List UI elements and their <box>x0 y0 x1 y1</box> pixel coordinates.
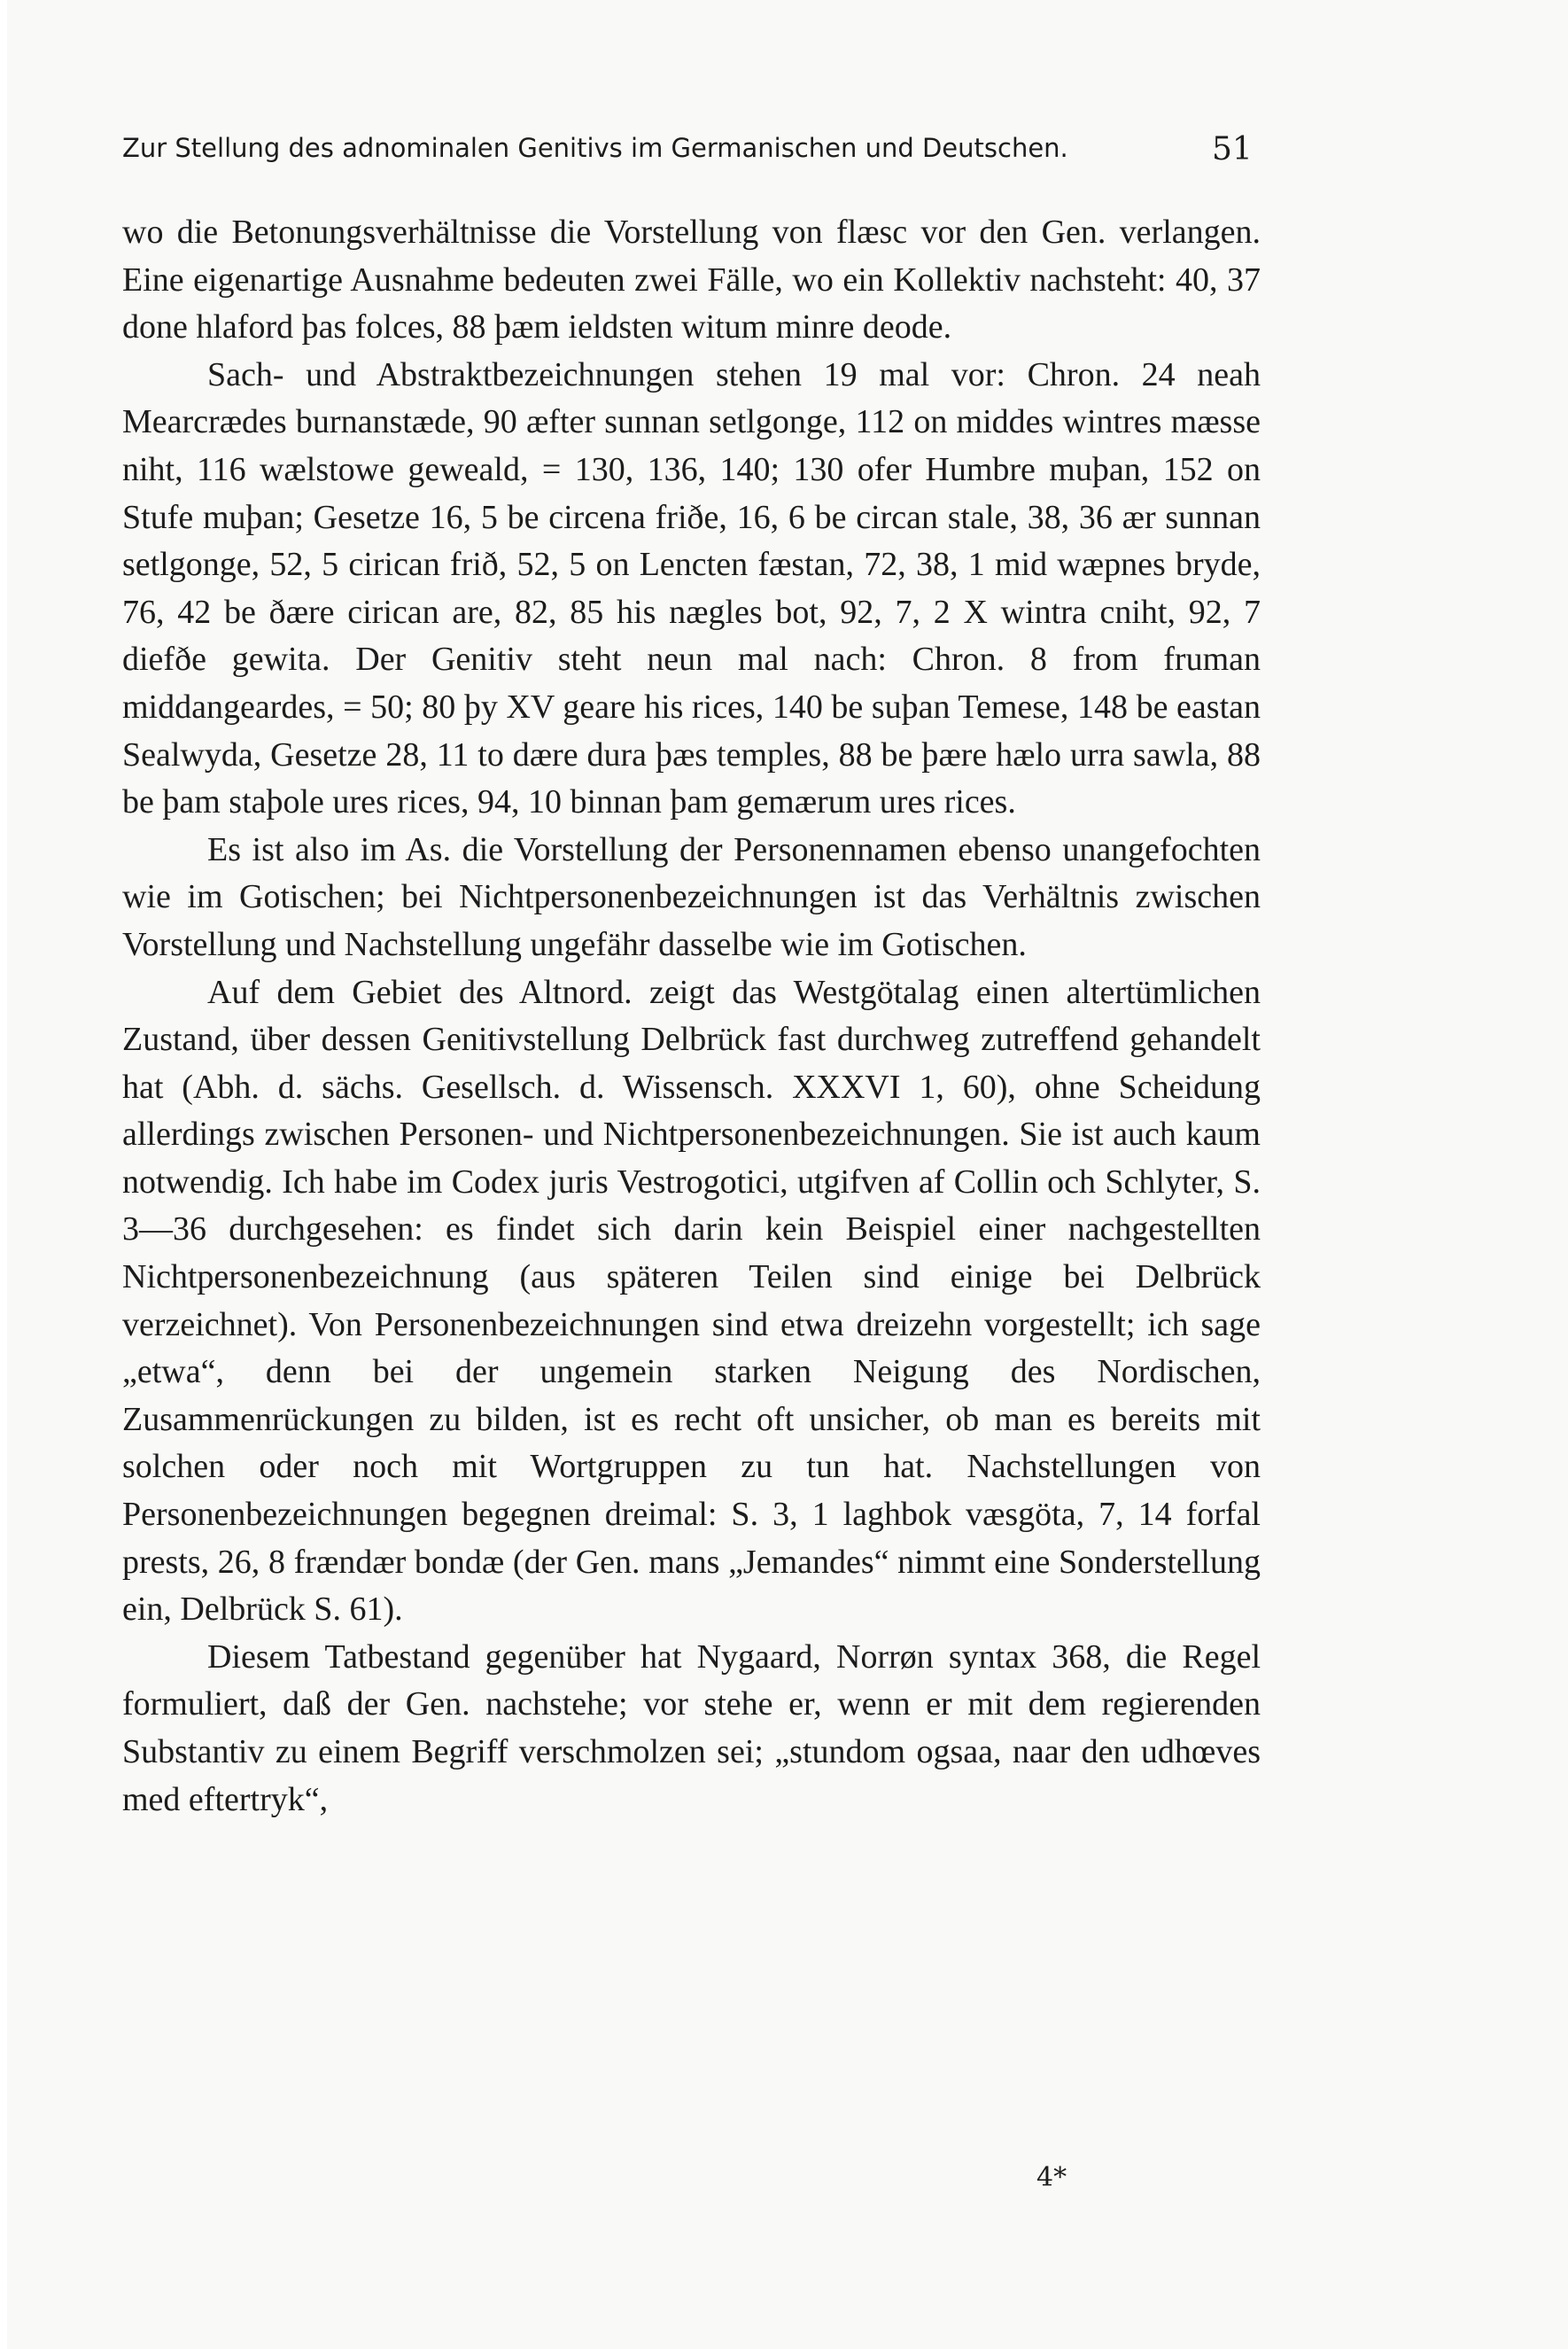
page-number: 51 <box>1212 131 1253 167</box>
paragraph: Es ist also im As. die Vorstellung der Personennamen ebenso unangefochten wie im Gotischen; bei Nichtpersonenbezeichnungen ist das Verhältnis zwischen Vorstellung und Nachstellung ungefähr dasselbe wie im Gotischen. <box>122 830 1261 963</box>
running-header: Zur Stellung des adnominalen Genitivs im Germanischen und Deutschen. <box>122 133 1068 163</box>
paragraph: Diesem Tatbestand gegenüber hat Nygaard, Norrøn syntax 368, die Regel formuliert, daß der Gen. nachstehe; vor stehe er, wenn er mit dem regierenden Substantiv zu einem Begriff verschmolzen sei; „stundom ogsaa, naar den udhœves med eftertryk“, <box>122 1637 1261 1818</box>
paragraph: wo die Betonungsverhältnisse die Vorstellung von flæsc vor den Gen. verlangen. Eine eigenartige Ausnahme bedeuten zwei Fälle, wo ein Kollektiv nachsteht: 40, 37 done hlaford þas folces, 88 þæm ieldsten witum minre deode. <box>122 214 1261 346</box>
paragraph: Auf dem Gebiet des Altnord. zeigt das Westgötalag einen altertümlichen Zustand, über dessen Genitivstellung Delbrück fast durchweg zutreffend gehandelt hat (Abh. d. sächs. Gesellsch. d. Wissensch. XXXVI 1, 60), ohne Scheidung allerdings zwischen Personen- und Nichtpersonenbezeichnungen. Sie ist auch kaum notwendig. Ich habe im Codex juris Vestrogotici, utgifven af Collin och Schlyter, S. 3—36 durchgesehen: es findet sich darin kein Beispiel einer nachgestellten Nichtpersonenbezeichnung (aus späteren Teilen sind einige bei Delbrück verzeichnet). Von Personenbezeichnungen sind etwa dreizehn vorgestellt; ich sage „etwa“, denn bei der ungemein starken Neigung des Nordischen, Zusammenrückungen zu bilden, ist es recht oft unsicher, ob man es bereits mit solchen oder noch mit Wortgruppen zu tun hat. Nachstellungen von Personenbezeichnungen begegnen dreimal: S. 3, 1 laghbok væsgöta, 7, 14 forfal prests, 26, 8 frændær bondæ (der Gen. mans „Jemandes“ nimmt eine Sonderstellung ein, Delbrück S. 61). <box>122 973 1261 1629</box>
book-page <box>7 0 1568 2349</box>
body-text <box>122 209 1261 1824</box>
paragraph: Sach- und Abstraktbezeichnungen stehen 19 mal vor: Chron. 24 neah Mearcrædes burnanstæde, 90 æfter sunnan setlgonge, 112 on middes wintres mæsse niht, 116 wælstowe geweald, = 130, 136, 140; 130 ofer Humbre muþan, 152 on Stufe muþan; Gesetze 16, 5 be circena friðe, 16, 6 be circan stale, 38, 36 ær sunnan setlgonge, 52, 5 cirican frið, 52, 5 on Lencten fæstan, 72, 38, 1 mid wæpnes bryde, 76, 42 be ðære cirican are, 82, 85 his nægles bot, 92, 7, 2 X wintra cniht, 92, 7 diefðe gewita. Der Genitiv steht neun mal nach: Chron. 8 from fruman middangeardes, = 50; 80 þy XV geare his rices, 140 be suþan Temese, 148 be eastan Sealwyda, Gesetze 28, 11 to dære dura þæs temples, 88 be þære hælo urra sawla, 88 be þam staþole ures rices, 94, 10 binnan þam gemærum ures rices. <box>122 355 1261 821</box>
signature-mark: 4* <box>1036 2162 1067 2193</box>
